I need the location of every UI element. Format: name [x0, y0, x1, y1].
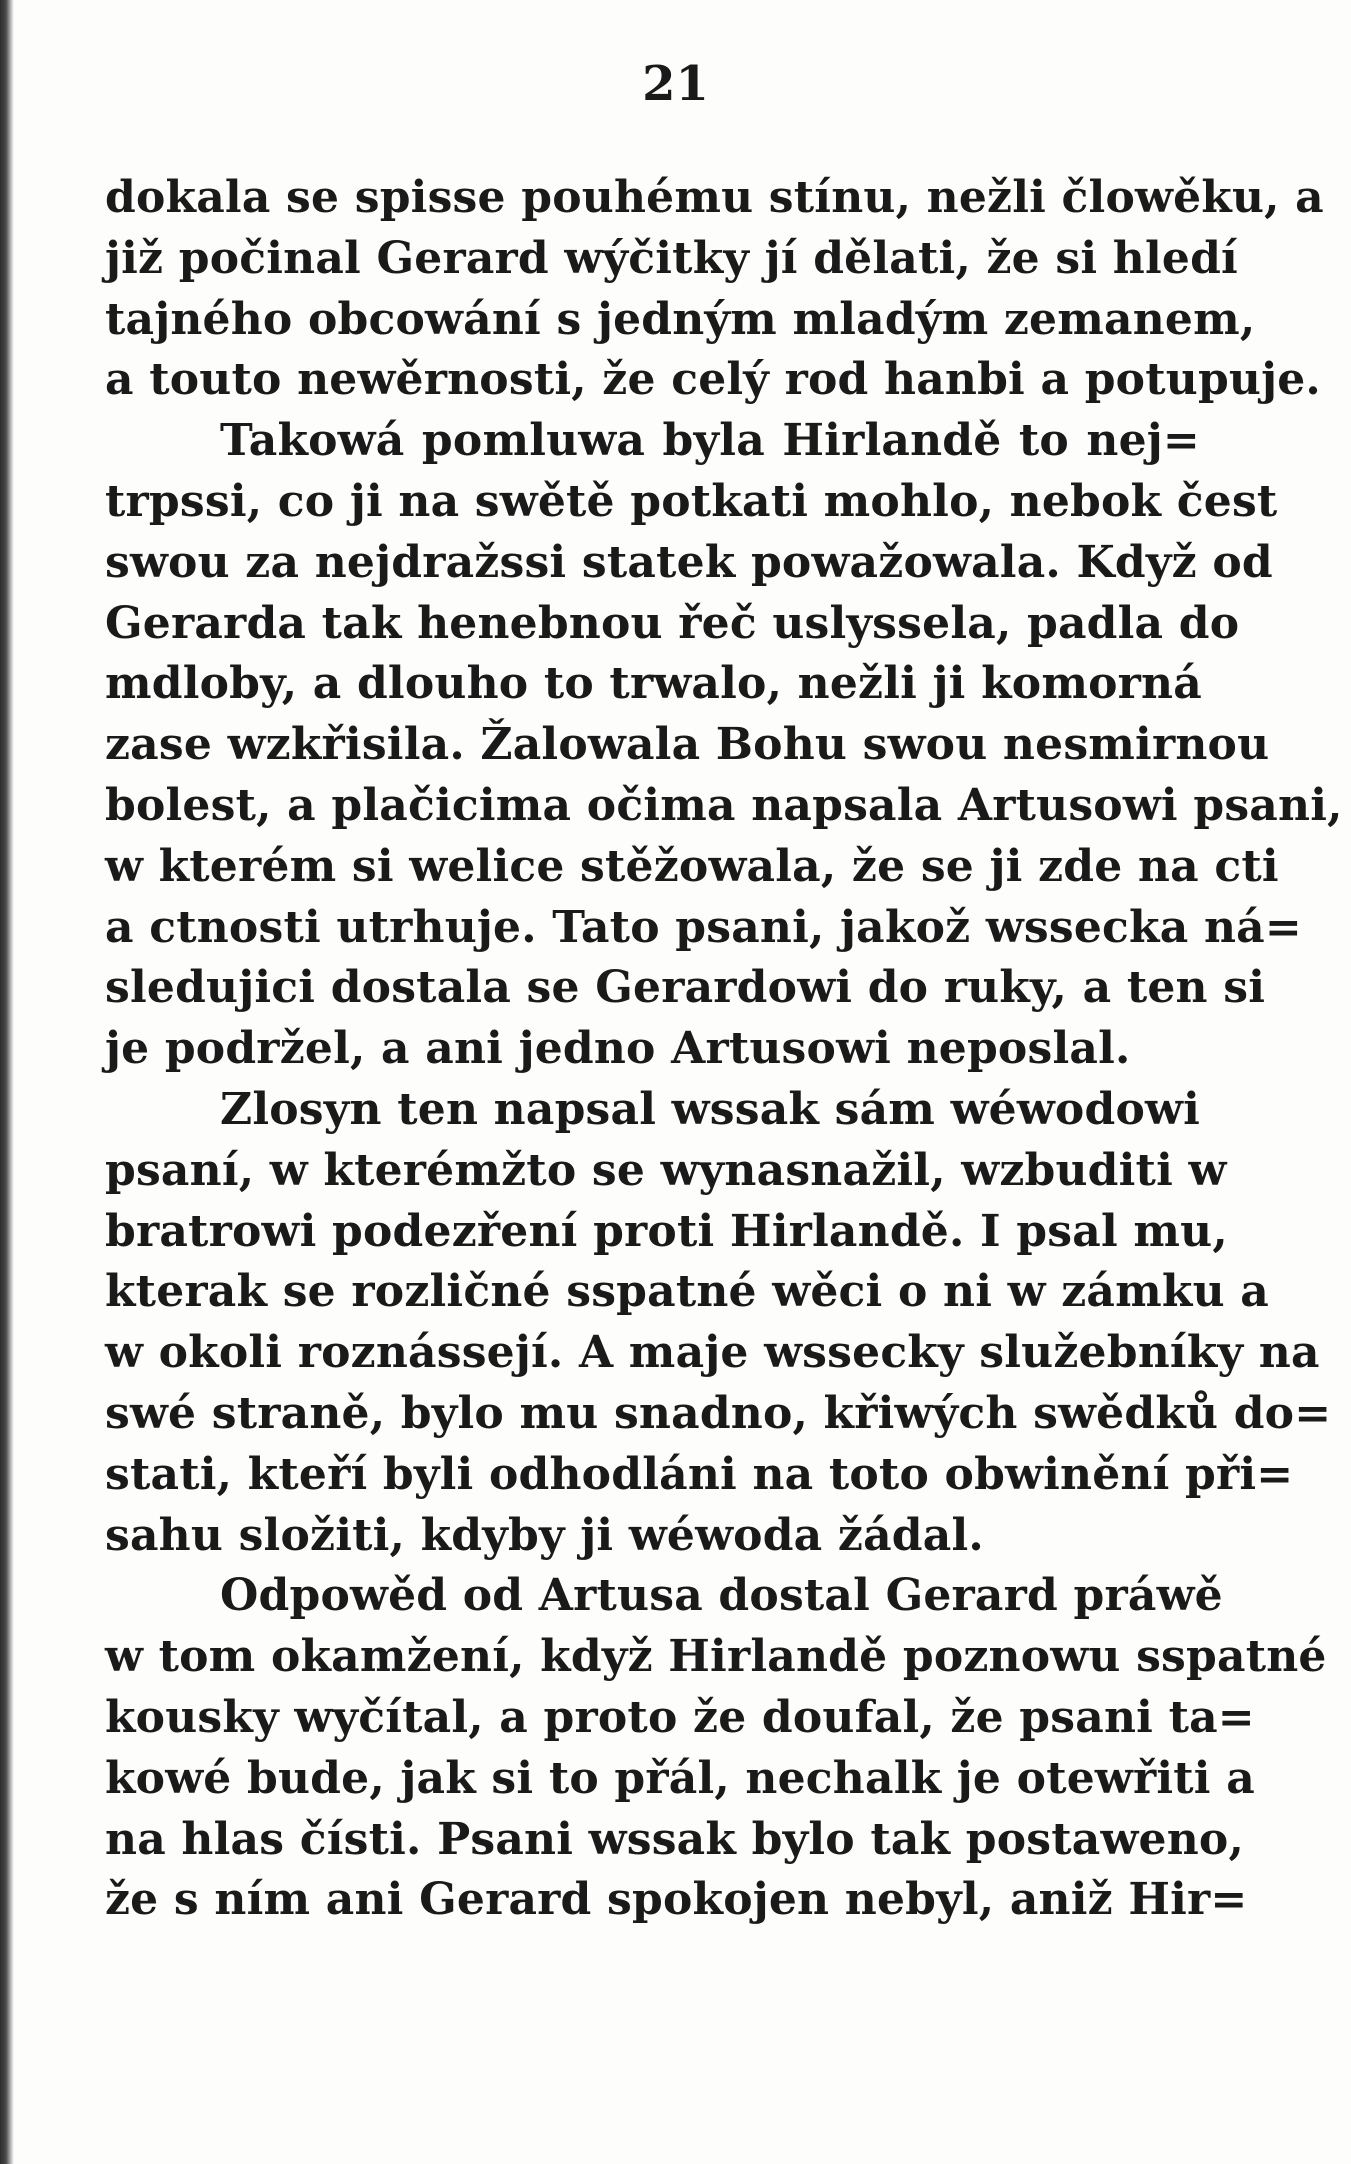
text-line: kousky wyčítal, a proto že doufal, že psani ta= [105, 1691, 1255, 1743]
text-line: stati, kteří byli odhodláni na toto obwinění při= [105, 1448, 1294, 1500]
text-line: kowé bude, jak si to přál, nechalk je otewřiti a [105, 1752, 1255, 1804]
text-line: na hlas čísti. Psani wssak bylo tak postaweno, [105, 1813, 1244, 1865]
text-line: tajného obcowání s jedným mladým zemanem, [105, 293, 1256, 345]
text-line: w kterém si welice stěžowala, že se ji zde na cti [105, 840, 1279, 892]
text-line: bolest, a plačicima očima napsala Artusowi psani, [105, 779, 1343, 831]
text-line: w tom okamžení, když Hirlandě poznowu sspatné [105, 1631, 1327, 1683]
text-line: kterak se rozličné sspatné wěci o ni w zámku a [105, 1266, 1270, 1318]
page-number: 21 [642, 56, 709, 112]
text-line: již počinal Gerard wýčitky jí dělati, že si hledí [105, 232, 1238, 284]
text-line: zase wzkřisila. Žalowala Bohu swou nesmirnou [105, 719, 1270, 771]
text-line: mdloby, a dlouho to trwalo, nežli ji komorná [105, 658, 1202, 710]
text-line: sahu složiti, kdyby ji wéwoda žádal. [105, 1509, 984, 1561]
text-line: Gerarda tak henebnou řeč uslyssela, padla do [105, 597, 1240, 649]
text-line: že s ním ani Gerard spokojen nebyl, aniž Hir= [105, 1874, 1248, 1926]
body-text [105, 168, 1343, 1931]
text-line: sledujici dostala se Gerardowi do ruky, a ten si [105, 962, 1266, 1014]
text-line: a touto newěrnosti, že celý rod hanbi a potupuje. [105, 354, 1321, 406]
binding-edge [0, 0, 14, 2164]
text-line: je podržel, a ani jedno Artusowi neposlal. [105, 1023, 1131, 1075]
text-line: dokala se spisse pouhému stínu, nežli člowěku, a [105, 172, 1324, 223]
text-line: Odpowěd od Artusa dostal Gerard práwě [220, 1570, 1223, 1622]
text-line: a ctnosti utrhuje. Tato psani, jakož wssecka ná= [105, 901, 1302, 953]
text-line: swé straně, bylo mu snadno, křiwých swědků do= [105, 1387, 1332, 1439]
text-line: Zlosyn ten napsal wssak sám wéwodowi [220, 1083, 1200, 1135]
text-line: w okoli roznássejí. A maje wssecky služebníky na [105, 1327, 1320, 1379]
text-line: Takowá pomluwa byla Hirlandě to nej= [220, 415, 1200, 467]
text-line: bratrowi podezření proti Hirlandě. I psal mu, [105, 1205, 1228, 1257]
text-line: swou za nejdražssi statek powažowala. Když od [105, 536, 1273, 588]
text-line: psaní, w kterémžto se wynasnažil, wzbuditi w [105, 1144, 1227, 1196]
text-line: trpssi, co ji na swětě potkati mohlo, nebok čest [105, 475, 1278, 527]
